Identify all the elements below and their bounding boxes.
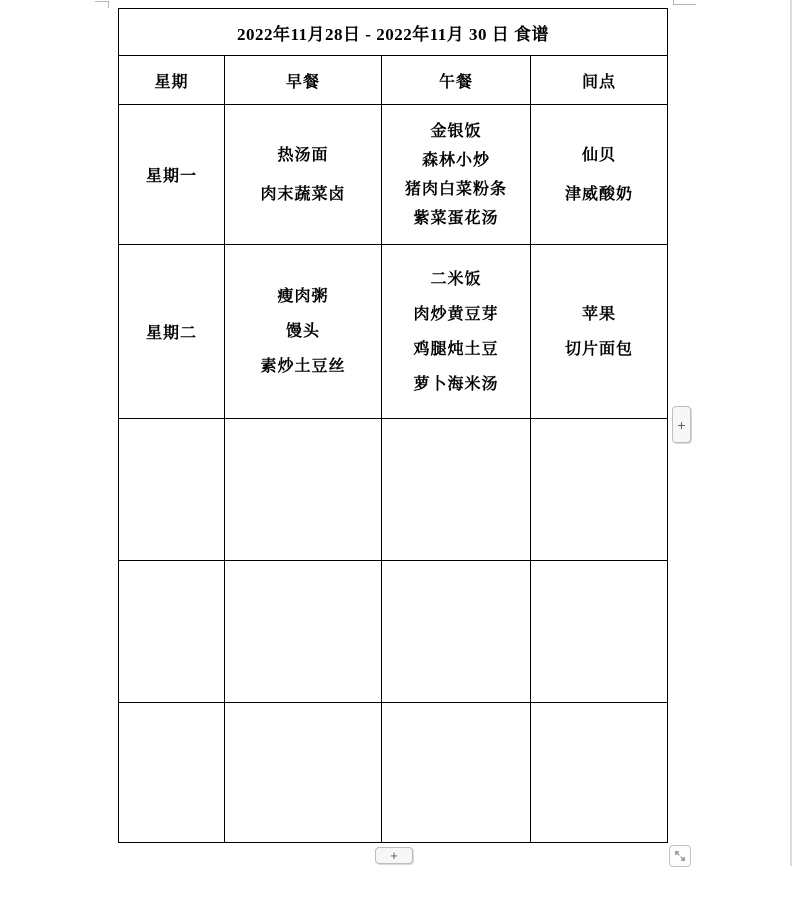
resize-arrows-icon xyxy=(673,849,687,863)
cell-day-row-3[interactable] xyxy=(119,419,225,561)
cell-snack-row-2[interactable] xyxy=(531,245,668,419)
cell-snack-row-5[interactable] xyxy=(531,703,668,843)
menu-row-1 xyxy=(119,105,668,245)
column-header-lunch[interactable]: 午餐 xyxy=(382,56,531,105)
dish-line: 萝卜海米汤 xyxy=(413,375,499,393)
cell-snack-row-4[interactable] xyxy=(531,561,668,703)
menu-row-2 xyxy=(119,245,668,419)
title-row xyxy=(119,9,668,56)
cell-day-row-1[interactable]: 星期一 xyxy=(119,105,225,245)
cell-breakfast-row-3[interactable] xyxy=(225,419,382,561)
cell-day-row-2[interactable]: 星期二 xyxy=(119,245,225,419)
column-header-snack[interactable]: 间点 xyxy=(531,56,668,105)
dish-line: 森林小炒 xyxy=(421,151,490,169)
cell-breakfast-row-1[interactable] xyxy=(225,105,382,245)
dish-line: 切片面包 xyxy=(565,340,634,358)
cell-breakfast-row-2[interactable] xyxy=(225,245,382,419)
cell-snack-row-1[interactable] xyxy=(531,105,668,245)
cell-lunch-row-1[interactable] xyxy=(382,105,531,245)
dish-line: 仙贝 xyxy=(582,146,617,164)
menu-row-3 xyxy=(119,419,668,561)
menu-table xyxy=(118,8,668,843)
cell-day-row-5[interactable] xyxy=(119,703,225,843)
cell-lunch-row-5[interactable] xyxy=(382,703,531,843)
cell-breakfast-row-5[interactable] xyxy=(225,703,382,843)
column-header-day[interactable]: 星期 xyxy=(119,56,225,105)
insert-column-button[interactable]: + xyxy=(375,847,413,864)
margin-mark-top-left xyxy=(95,1,109,8)
dish-line: 馒头 xyxy=(285,323,320,340)
cell-day-row-4[interactable] xyxy=(119,561,225,703)
cell-breakfast-row-4[interactable] xyxy=(225,561,382,703)
cell-snack-row-3[interactable] xyxy=(531,419,668,561)
cell-lunch-row-2[interactable] xyxy=(382,245,531,419)
dish-line: 肉末蔬菜卤 xyxy=(260,185,346,203)
header-row xyxy=(119,56,668,105)
dish-line: 热汤面 xyxy=(277,146,329,164)
cell-lunch-row-3[interactable] xyxy=(382,419,531,561)
page-right-edge xyxy=(790,0,792,866)
dish-line: 素炒土豆丝 xyxy=(260,358,346,375)
dish-line: 瘦肉粥 xyxy=(277,288,329,305)
dish-line: 猪肉白菜粉条 xyxy=(404,180,507,198)
dish-line: 金银饭 xyxy=(430,122,482,140)
dish-line: 肉炒黄豆芽 xyxy=(413,305,499,323)
cell-lunch-row-4[interactable] xyxy=(382,561,531,703)
insert-row-button[interactable]: + xyxy=(672,406,691,443)
table-resize-handle[interactable] xyxy=(669,845,691,867)
dish-line: 鸡腿炖土豆 xyxy=(413,340,499,358)
menu-row-4 xyxy=(119,561,668,703)
column-header-breakfast[interactable]: 早餐 xyxy=(225,56,382,105)
margin-mark-top-right xyxy=(673,0,696,5)
dish-line: 津威酸奶 xyxy=(565,185,634,203)
table-title[interactable]: 2022年11月28日 - 2022年11月 30 日 食谱 xyxy=(119,9,668,56)
menu-row-5 xyxy=(119,703,668,843)
dish-line: 二米饭 xyxy=(430,270,482,288)
dish-line: 苹果 xyxy=(582,305,617,323)
dish-line: 紫菜蛋花汤 xyxy=(413,209,499,227)
